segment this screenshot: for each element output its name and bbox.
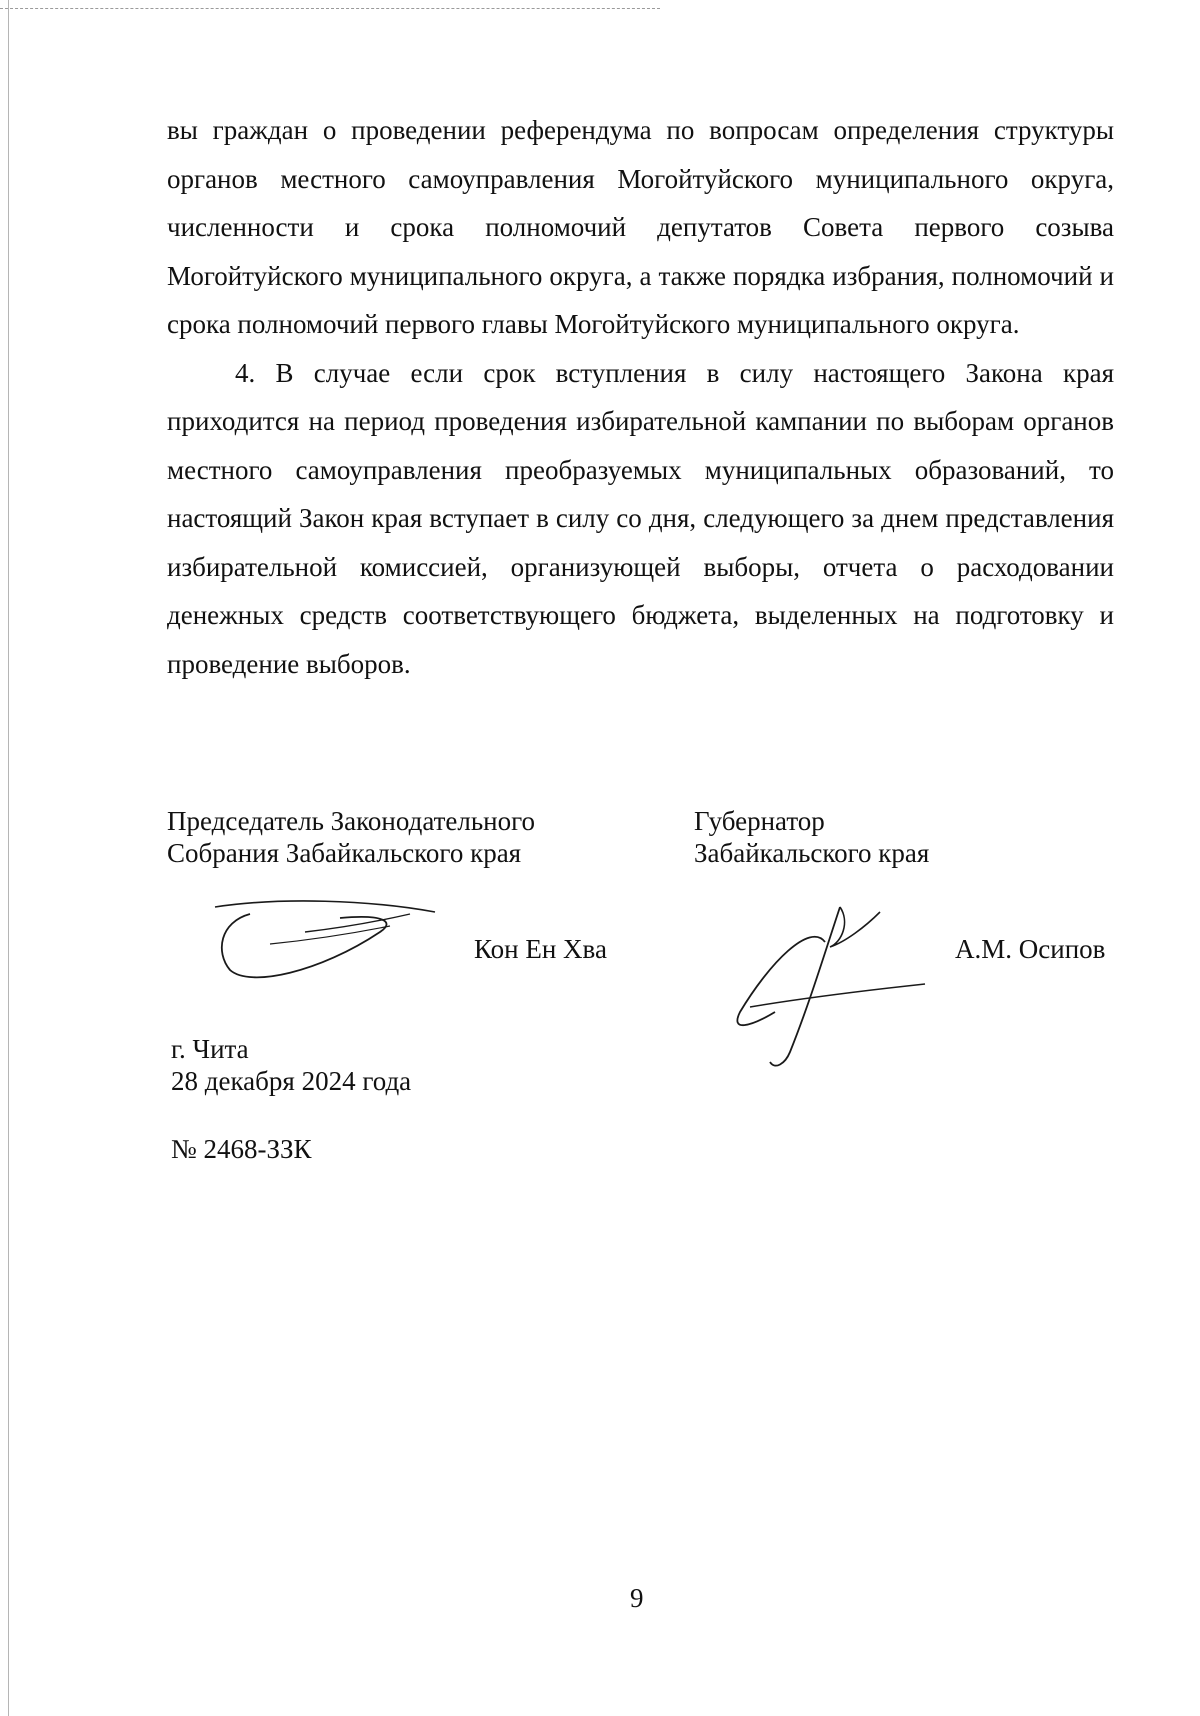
left-title-line2: Собрания Забайкальского края bbox=[167, 838, 522, 868]
law-number: № 2468-ЗЗК bbox=[171, 1134, 312, 1164]
right-title-line1: Губернатор bbox=[694, 806, 825, 836]
left-signature-icon bbox=[210, 892, 440, 992]
left-signatory-title bbox=[167, 805, 587, 869]
right-signature-icon bbox=[730, 902, 930, 1072]
law-text-body bbox=[167, 106, 1114, 688]
left-title-line1: Председатель Законодательного bbox=[167, 806, 536, 836]
scan-edge-left bbox=[8, 0, 9, 1716]
scan-edge-top bbox=[0, 8, 660, 9]
page-number: 9 bbox=[630, 1583, 644, 1613]
right-signatory-title bbox=[694, 805, 994, 869]
date: 28 декабря 2024 года bbox=[171, 1066, 412, 1096]
place-and-date bbox=[171, 1033, 571, 1097]
city: г. Чита bbox=[171, 1034, 249, 1064]
paragraph-continuation: вы граждан о проведении референдума по вопросам определения структуры органов местного самоуправления Могойтуйского муниципального округа, численности и срока полномочий депутатов Совета первого созыва Могойтуйского муниципального округа, а также порядка избрания, полномочий и срока полномочий первого главы Могойтуйского муниципального округа. bbox=[167, 115, 1114, 339]
right-signatory-name: А.М. Осипов bbox=[955, 934, 1106, 964]
right-title-line2: Забайкальского края bbox=[694, 838, 930, 868]
paragraph-4: 4. В случае если срок вступления в силу настоящего Закона края приходится на период проведения избирательной кампании по выборам органов местного самоуправления преобразуемых муниципальных образований, то настоящий Закон края вступает в силу со дня, следующего за днем представления избирательной комиссией, организующей выборы, отчета о расходовании денежных средств соответствующего бюджета, выделенных на подготовку и проведение выборов. bbox=[167, 357, 1114, 679]
left-signatory-name: Кон Ен Хва bbox=[474, 934, 607, 964]
